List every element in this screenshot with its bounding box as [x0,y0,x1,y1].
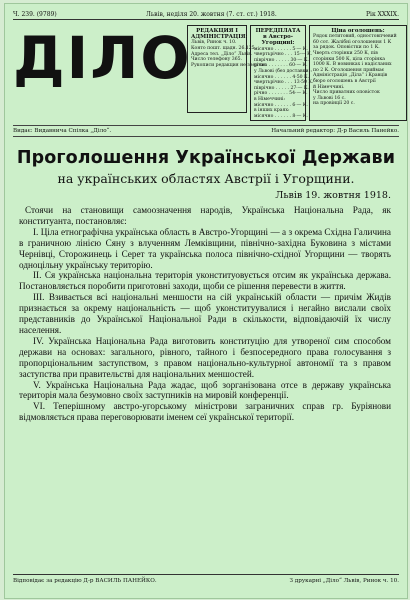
issue-line [13,9,399,19]
subscription-line: місячно . . . . . . 6·— К. [254,102,308,108]
ad-prices-line: по 2 К. Оголошення приймає [313,67,385,73]
editorial-office-box [187,25,268,113]
editorial-office-line: Конто пошт. щадн. 26.125. [191,46,257,51]
responsible-editor: Відповідає за редакцію Д-р ВАСИЛЬ ПАНЕЙКО. [13,578,157,584]
issue-number: Ч. 239. (9789) [13,10,57,18]
article-paragraph: V. Українська Національна Рада жадає, щоб зорганізована отсе в державу українська територія мала безумовно своїх заступників на мировій конференції. [19,379,391,401]
newspaper-logo: ДІЛО [13,24,192,92]
article-body [19,205,391,423]
editorial-office-line: Число телефону 365. [191,57,243,63]
subscription-line: річно . . . . . . . 54·— К. [254,91,308,97]
subscription-line: в Німеччині: [254,96,286,102]
subscription-line: піврічно . . . . . 30·— К. [254,57,309,63]
ad-prices-line: Адміністрація „Діла“ і Кравців [313,73,388,79]
article-paragraph: IV. Українська Національна Рада виготовить конституцію для утвореної сим способом держави на основах: загального, рівного, тайного і безпосередного права голосування з пропорціональним заступством, з правом національно-культурної автономії та з правом заступства при правительстві для національних меншостей. [19,335,391,379]
ad-prices-line: Чверть сторінки 250 К, пів [313,50,378,56]
editorial-office-heading: РЕДАКЦИЯ І АДМІНІСТРАЦІЯ: [191,28,248,41]
newspaper-page [4,3,408,599]
ad-prices-line: й Німеччині. [313,84,345,90]
ad-prices-heading: Ціна оголошень: [331,28,385,34]
article-paragraph: VI. Теперішному австро-угорському міністрови заграничних справ гр. Буріянови відмовляється права переговорювати іменем сеї української території. [19,401,391,423]
masthead [13,21,399,124]
issue-date: Львів, неділя 20. жовтня (7. ст. ст.) 1918. [145,10,277,18]
ad-prices-line: бюро оголошень в Австрії [313,78,376,84]
subscription-line: в інших краях: [254,108,290,114]
ad-prices-line: сторінки 500 К, ціла сторінка [313,56,385,62]
subscription-line: піврічно . . . . . 27·— К. [254,85,309,91]
ad-prices-line: на провінції 20 с. [313,101,355,107]
article-title: Проголошення Української Держави [16,148,396,168]
ad-prices-line: 60 сот. Жалібні оголошення 1 К [313,39,392,45]
subscription-box [250,25,314,121]
ad-prices-line: Число приватних оповісток [313,90,380,96]
article-paragraph: II. Ся українська національна територія уконституовується отсим як українська держава. Постановляється поробити приготовні заходи, щоби се рішення перевести в життя. [19,270,391,292]
footer-rule [13,574,399,575]
ad-prices-line: 1000 К. В новинках і надісланих [313,62,392,68]
issue-year: Рік XXXIX. [366,10,399,18]
article-paragraph: Стоячи на становищи самоозначення народів, Українська Національна Рада, як конституанта, постановляє: [19,205,391,226]
ad-prices-line: за рядок. Оповістки по 1 К. [313,45,380,51]
printer: З друкарні „Діло“ Львів, Ринок ч. 10. [289,578,399,584]
footer [13,576,399,586]
publisher-line [13,125,399,137]
article-dateline: Львів 19. жовтня 1918. [275,190,391,201]
ad-prices-line: Рядок петитовий, одностовпчевий [313,34,397,40]
subscription-line: чвертьрічно . . . 15·— К. [254,52,313,58]
editorial-office-line: Адреса тел. „Діло“ Львів. [191,51,253,57]
editorial-office-line: Рукописи редакция не звертає. [191,62,268,68]
subscription-line: чвертьрічно . . . 13·50 К. [254,80,314,86]
ad-prices-line: у Львові 16 с. [313,95,346,101]
article-paragraph: III. Взивається всі національні меншости на сій українській области — причім Жидів признається за окрему національність — щоб уконституувалися і негайно вислали своїх представників до Української Національної Ради в скількости, відповідаючій їх числу населення. [19,292,391,335]
subscription-line: у Львові (без доставки): [254,68,312,74]
subscription-line: річно . . . . . . . 60·— К. [254,63,308,69]
ad-prices-box [309,25,407,121]
subscription-heading: ПЕРЕДПЛАТА в Австро-Угорщині: [255,28,301,47]
subscription-line: місячно . . . . . . 4·50 К. [254,74,310,80]
top-rule [13,19,399,20]
editorial-office-line: Львів, Ринок ч. 10. [191,40,237,46]
subscription-line: місячно . . . . . . 8·— К. [254,113,308,119]
subscription-line: місячно . . . . . . 5·— К. [254,46,308,52]
publisher: Видає: Видавнича Спілка „Діло“. [13,128,112,134]
article-paragraph: I. Ціла етнографічна українська область в Австро-Угорщині — а з окрема Східна Галичина в граничною лінією Сяну з влученням Лемківщини, північно-західна Буковина з містами Чернівці, Сторожинець і Серет та українська полоса північно-східної Угорщини — творять одноцільну українську територію. [19,226,391,270]
chief-editor: Начальний редактор: Д-р Василь Панейко. [271,128,399,134]
article-subtitle: на українських областях Австрії і Угорщини. [57,171,355,186]
